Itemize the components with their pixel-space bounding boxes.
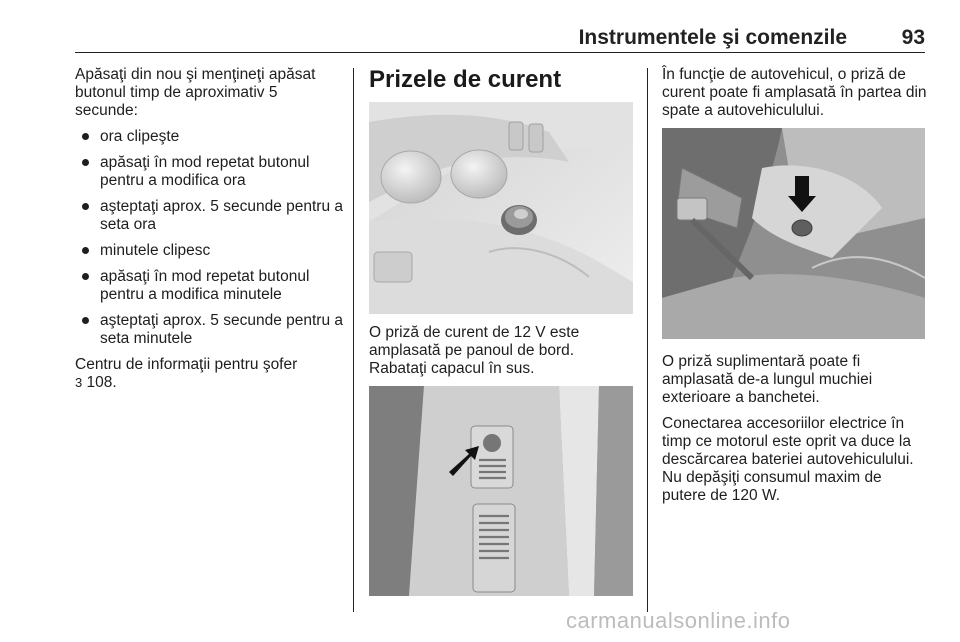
list-item-text: aşteptaţi aprox. 5 secunde pentru a seta minutele: [100, 312, 343, 347]
section-heading: Prizele de curent: [369, 66, 562, 93]
rear-panel-socket-illustration: [369, 386, 633, 596]
intro-paragraph: Apăsaţi din nou şi menţineţi apăsat butonul timp de aproximativ 5 secunde:: [75, 66, 316, 119]
list-item: [75, 242, 343, 260]
list-item-text: aşteptaţi aprox. 5 secunde pentru a seta ora: [100, 198, 343, 233]
bullet-icon: [82, 159, 89, 166]
list-item: [75, 312, 343, 348]
list-item: [75, 198, 343, 234]
section-title: Instrumentele şi comenzile: [578, 26, 847, 49]
column-1: [75, 66, 343, 400]
crossref-arrow-icon: 3: [75, 375, 83, 390]
list-item: [75, 154, 343, 190]
page-number: 93: [901, 26, 925, 49]
page-header: [75, 26, 925, 53]
bullet-icon: [82, 247, 89, 254]
dashboard-socket-illustration: [369, 102, 633, 314]
bullet-icon: [82, 133, 89, 140]
rear-seat-socket-illustration: [662, 128, 925, 339]
list-item-text: minutele clipesc: [100, 242, 211, 259]
list-item-text: apăsaţi în mod repetat butonul pentru a modifica minutele: [100, 268, 310, 303]
crossref-text: Centru de informaţii pentru şofer: [75, 356, 298, 373]
paragraph: O priză suplimentară poate fi amplasată de-a lungul muchiei exterioare a banchetei.: [662, 353, 873, 406]
rear-seat-drawing: [662, 128, 925, 339]
bullet-icon: [82, 203, 89, 210]
steps-list: [75, 128, 343, 348]
column-divider: [647, 68, 648, 612]
crossref-page: 108.: [86, 374, 117, 391]
column-3: [662, 66, 927, 513]
figure-caption: O priză de curent de 12 V este amplasată pe panoul de bord. Rabataţi capacul în sus.: [369, 324, 580, 377]
intro-paragraph: În funcţie de autovehicul, o priză de curent poate fi amplasată în partea din spate a autovehiculului.: [662, 66, 927, 119]
list-item: [75, 268, 343, 304]
bullet-icon: [82, 317, 89, 324]
column-divider: [353, 68, 354, 612]
paragraph: Conectarea accesoriilor electrice în timp ce motorul este oprit va duce la descărcarea bateriei autovehiculului. Nu depăşiţi consumul maxim de putere de 120 W.: [662, 415, 914, 504]
bullet-icon: [82, 273, 89, 280]
list-item: [75, 128, 343, 146]
cross-reference[interactable]: [75, 356, 343, 392]
column-2: [369, 66, 633, 596]
list-item-text: apăsaţi în mod repetat butonul pentru a modifica ora: [100, 154, 310, 189]
watermark: carmanualsonline.info: [566, 608, 791, 633]
dashboard-socket-drawing: [369, 102, 633, 314]
rear-panel-drawing: [369, 386, 633, 596]
list-item-text: ora clipeşte: [100, 128, 180, 145]
